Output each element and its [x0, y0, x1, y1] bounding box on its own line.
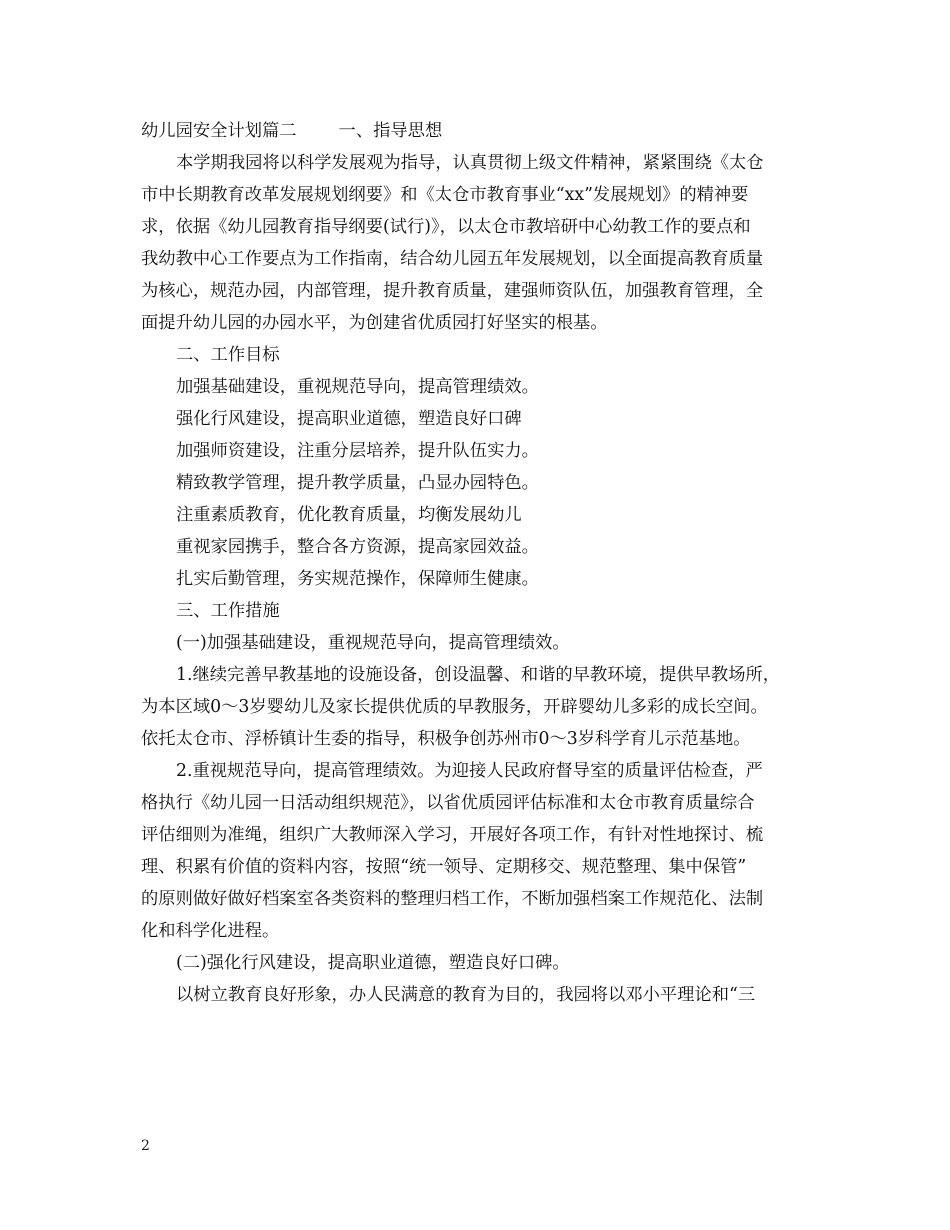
section1-heading: 一、指导思想 — [338, 121, 443, 141]
subsection2-heading: (二)强化行风建设，提高职业道德，塑造良好口碑。 — [176, 953, 570, 973]
section1-para-line: 为核心，规范办园，内部管理，提升教育质量，建强师资队伍，加强教育管理，全 — [141, 281, 764, 301]
page-number: 2 — [141, 1138, 150, 1154]
item2-line: 2.重视规范导向，提高管理绩效。为迎接人民政府督导室的质量评估检查，严 — [176, 761, 763, 781]
goal-item: 加强基础建设，重视规范导向，提高管理绩效。 — [176, 377, 539, 397]
goal-item: 重视家园携手，整合各方资源，提高家园效益。 — [176, 537, 539, 557]
goal-item: 注重素质教育，优化教育质量，均衡发展幼儿 — [176, 505, 522, 525]
section1-para-line: 面提升幼儿园的办园水平，为创建省优质园打好坚实的根基。 — [141, 313, 608, 333]
section1-para-line: 我幼教中心工作要点为工作指南，结合幼儿园五年发展规划，以全面提高教育质量 — [141, 249, 764, 269]
item1-line: 依托太仓市、浮桥镇计生委的指导，积极争创苏州市0～3岁科学育儿示范基地。 — [141, 729, 751, 749]
section1-para-line: 求，依据《幼儿园教育指导纲要(试行)》，以太仓市教培研中心幼教工作的要点和 — [141, 217, 751, 237]
item2-line: 理、积累有价值的资料内容，按照“统一领导、定期移交、规范整理、集中保管” — [141, 857, 747, 877]
section1-para-line: 市中长期教育改革发展规划纲要》和《太仓市教育事业“xx”发展规划》的精神要 — [141, 185, 749, 205]
item2-line: 评估细则为准绳，组织广大教师深入学习，开展好各项工作，有针对性地探讨、梳 — [141, 825, 764, 845]
subsection2-para-line: 以树立教育良好形象，办人民满意的教育为目的，我园将以邓小平理论和“三 — [176, 985, 756, 1005]
document-title: 幼儿园安全计划篇二 — [141, 121, 297, 141]
section2-heading: 二、工作目标 — [176, 345, 280, 365]
title-line — [141, 115, 811, 147]
item2-line: 格执行《幼儿园一日活动组织规范》，以省优质园评估标准和太仓市教育质量综合 — [141, 793, 755, 813]
item1-line: 1.继续完善早教基地的设施设备，创设温馨、和谐的早教环境，提供早教场所， — [176, 665, 781, 685]
item1-line: 为本区域0～3岁婴幼儿及家长提供优质的早教服务，开辟婴幼儿多彩的成长空间。 — [141, 697, 768, 717]
section1-para-line: 本学期我园将以科学发展观为指导，认真贯彻上级文件精神，紧紧围绕《太仓 — [176, 153, 764, 173]
goal-item: 加强师资建设，注重分层培养，提升队伍实力。 — [176, 441, 539, 461]
goal-item: 精致教学管理，提升教学质量，凸显办园特色。 — [176, 473, 539, 493]
item2-line: 化和科学化进程。 — [141, 921, 280, 941]
goal-item: 强化行风建设，提高职业道德，塑造良好口碑 — [176, 409, 522, 429]
goal-item: 扎实后勤管理，务实规范操作，保障师生健康。 — [176, 569, 539, 589]
section3-heading: 三、工作措施 — [176, 601, 280, 621]
document-body — [141, 115, 811, 1011]
item2-line: 的原则做好做好档案室各类资料的整理归档工作，不断加强档案工作规范化、法制 — [141, 889, 764, 909]
subsection1-heading: (一)加强基础建设，重视规范导向，提高管理绩效。 — [176, 633, 570, 653]
